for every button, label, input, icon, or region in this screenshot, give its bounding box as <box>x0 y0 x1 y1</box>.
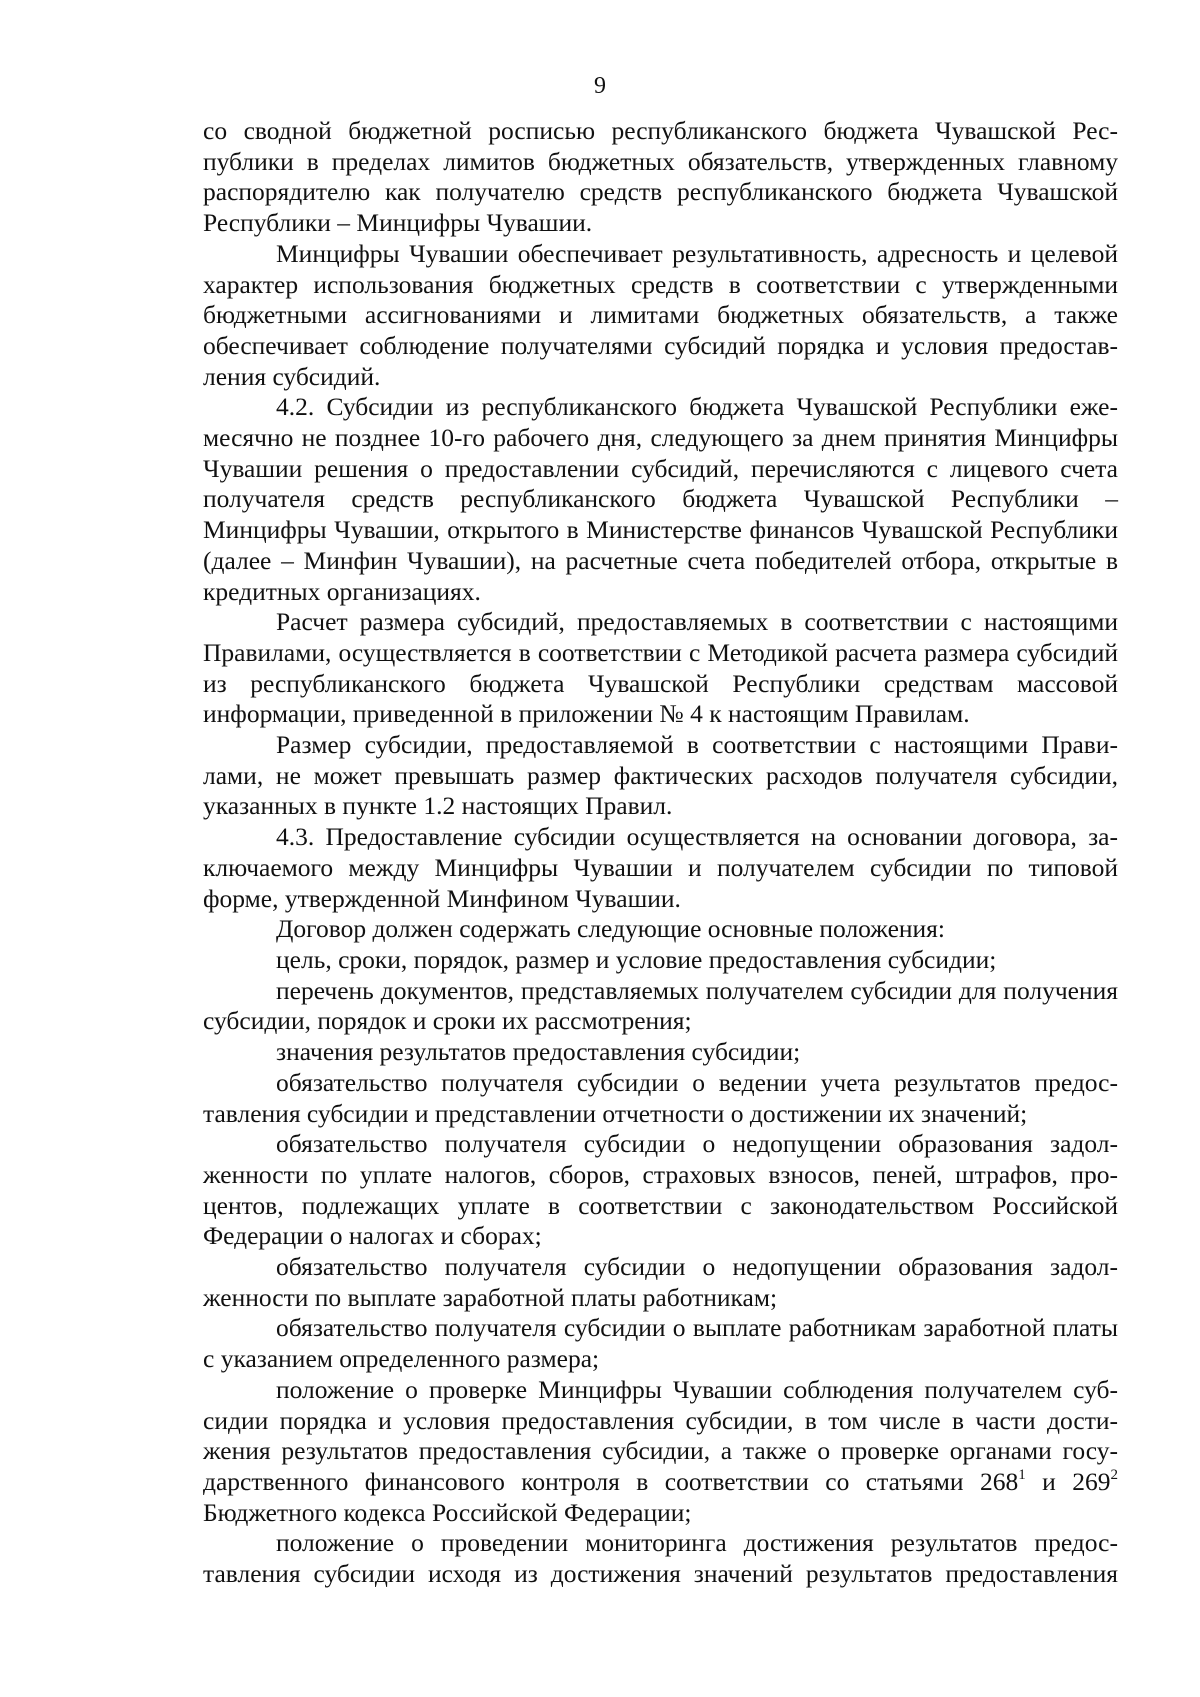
paragraph-calculation: Расчет размера субсидий, предоставляемых в соответствии с настоящими Правилами, осуществляется в соответствии с Методикой расчета размера субсидий из республиканского бюджета Чувашской Республики средствам массовой информации, приведенной в приложении № 4 к настоящим Правилам. <box>203 607 1118 729</box>
paragraph-4-3: 4.3. Предоставление субсидии осуществляется на основании договора, заключаемого между Минцифры Чувашии и получателем субсидии по типовой форме, утвержденной Минфином Чувашии. <box>203 822 1118 913</box>
paragraph-ministry-ensures: Минцифры Чувашии обеспечивает результативность, адресность и целевой характер использования бюджетных средств в соответствии с утвержденными бюджетными ассигнованиями и лимитами бюджетных обязательств, а также обеспечивает соблюдение получателями субсидий порядка и условия предоставления субсидий. <box>203 238 1118 391</box>
list-item-goal: цель, сроки, порядок, размер и условие предоставления субсидии; <box>276 944 997 974</box>
document-body <box>203 116 1118 1590</box>
paragraph-budget-schedule: со сводной бюджетной росписью республиканского бюджета Чувашской Республики в пределах лимитов бюджетных обязательств, утвержденных главному распорядителю как получателю средств республиканского бюджета Чувашской Республики – Минцифры Чувашии. <box>203 116 1118 238</box>
paragraph-contract-provisions: Договор должен содержать следующие основные положения: <box>276 914 945 944</box>
page-number: 9 <box>594 73 606 99</box>
article-269: 269 <box>1072 1466 1111 1496</box>
list-item-salary-amount: обязательство получателя субсидии о выплате работникам заработной платы с указанием определенного размера; <box>203 1313 1118 1374</box>
check-text-after: Бюджетного кодекса Российской Федерации; <box>203 1497 692 1527</box>
article-268-superscript: 1 <box>1018 1466 1026 1483</box>
paragraph-subsidy-size: Размер субсидии, предоставляемой в соответствии с настоящими Правилами, не может превышать размер фактических расходов получателя субсидии, указанных в пункте 1.2 настоящих Правил. <box>203 730 1118 821</box>
list-item-salary-debt: обязательство получателя субсидии о недопущении образования задолженности по выплате заработной платы работникам; <box>203 1252 1118 1312</box>
paragraph-4-2: 4.2. Субсидии из республиканского бюджета Чувашской Республики ежемесячно не позднее 10-го рабочего дня, следующего за днем принятия Минцифры Чувашии решения о предоставлении субсидий, перечисляются с лицевого счета получателя средств республиканского бюджета Чувашской Республики – Минцифры Чувашии, открытого в Министерстве финансов Чувашской Республики (далее – Минфин Чувашии), на расчетные счета победителей отбора, открытые в кредитных организациях. <box>203 392 1118 606</box>
conjunction: и <box>1025 1466 1073 1496</box>
article-269-superscript: 2 <box>1110 1466 1118 1483</box>
list-item-accounting: обязательство получателя субсидии о ведении учета результатов предоставления субсидии и представлении отчетности о достижении их значений; <box>203 1067 1118 1128</box>
list-item-tax-debt: обязательство получателя субсидии о недопущении образования задолженности по уплате налогов, сборов, страховых взносов, пеней, штрафов, процентов, подлежащих уплате в соответствии с законодательством Российской Федерации о налогах и сборах; <box>203 1129 1118 1251</box>
list-item-monitoring: положение о проведении мониторинга достижения результатов предоставления субсидии исходя из достижения значений результатов предоставления <box>203 1528 1118 1589</box>
article-268: 268 <box>979 1466 1019 1496</box>
check-text-before: положение о проверке Минцифры Чувашии соблюдения получателем субсидии порядка и условия предоставления субсидии, в том числе в части достижения результатов предоставления субсидии, а также о проверке органами государственного финансового контроля в соответствии со статьями <box>203 1374 1118 1496</box>
list-item-result-values: значения результатов предоставления субсидии; <box>276 1037 801 1067</box>
list-item-control-check <box>203 1375 1118 1529</box>
list-item-documents: перечень документов, представляемых получателем субсидии для получения субсидии, порядок и сроки их рассмотрения; <box>203 975 1118 1036</box>
